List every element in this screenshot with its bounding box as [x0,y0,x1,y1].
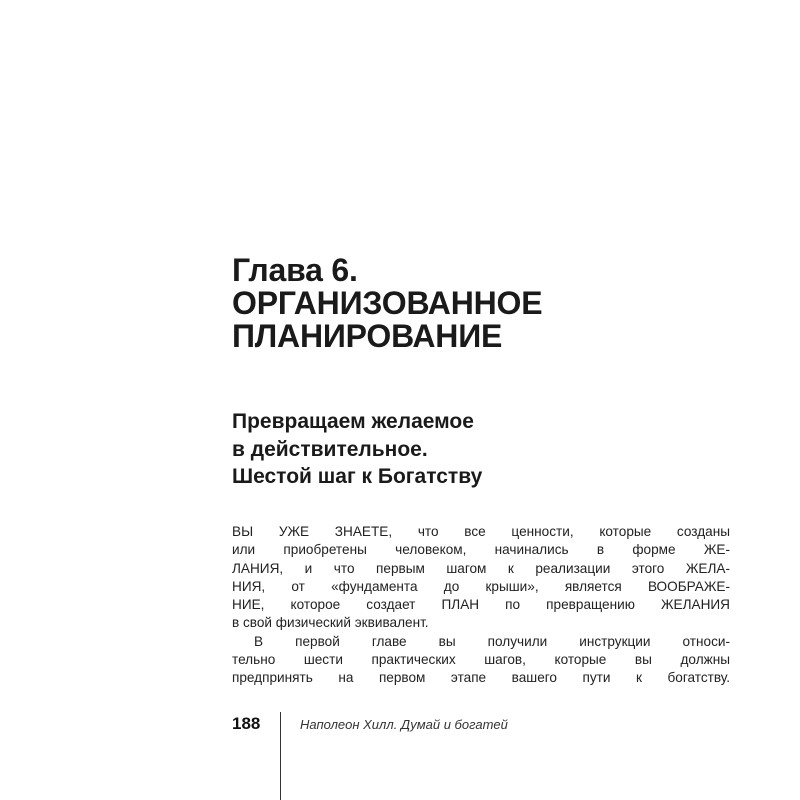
paragraph-line: ЛАНИЯ, и что первым шагом к реализации этого ЖЕЛА- [232,560,730,576]
paragraph-line: в свой физический эквивалент. [232,615,429,631]
subtitle-line-1: Превращаем желаемое [232,410,474,433]
paragraph-line: или приобретены человеком, начинались в форме ЖЕ- [232,542,730,558]
chapter-title-line-1: ОРГАНИЗОВАННОЕ [232,285,543,321]
chapter-subtitle [232,408,752,491]
paragraph-2 [232,633,730,688]
paragraph-line: предпринять на первом этапе вашего пути к богатству. [232,670,730,686]
paragraph-line: НИЯ, от «фундамента до крыши», является ВООБРАЖЕ- [232,578,730,594]
body-text [232,523,730,688]
footer-divider [280,712,281,800]
page-number: 188 [232,714,261,733]
paragraph-line: тельно шести практических шагов, которые вы должны [232,652,730,668]
subtitle-line-2: в действительное. [232,437,428,461]
subtitle-line-3: Шестой шаг к Богатству [232,465,483,488]
chapter-title-line-2: ПЛАНИРОВАНИЕ [232,318,503,354]
paragraph-line: В первой главе вы получили инструкции относи- [254,633,730,649]
paragraph-1 [232,523,730,633]
paragraph-line: ВЫ УЖЕ ЗНАЕТЕ, что все ценности, которые созданы [232,524,730,539]
chapter-heading [232,254,752,353]
chapter-number: Глава 6. [232,252,358,288]
paragraph-line: НИЕ, которое создает ПЛАН по превращению ЖЕЛАНИЯ [232,597,730,613]
running-footer-title: Наполеон Хилл. Думай и богатей [300,717,508,732]
